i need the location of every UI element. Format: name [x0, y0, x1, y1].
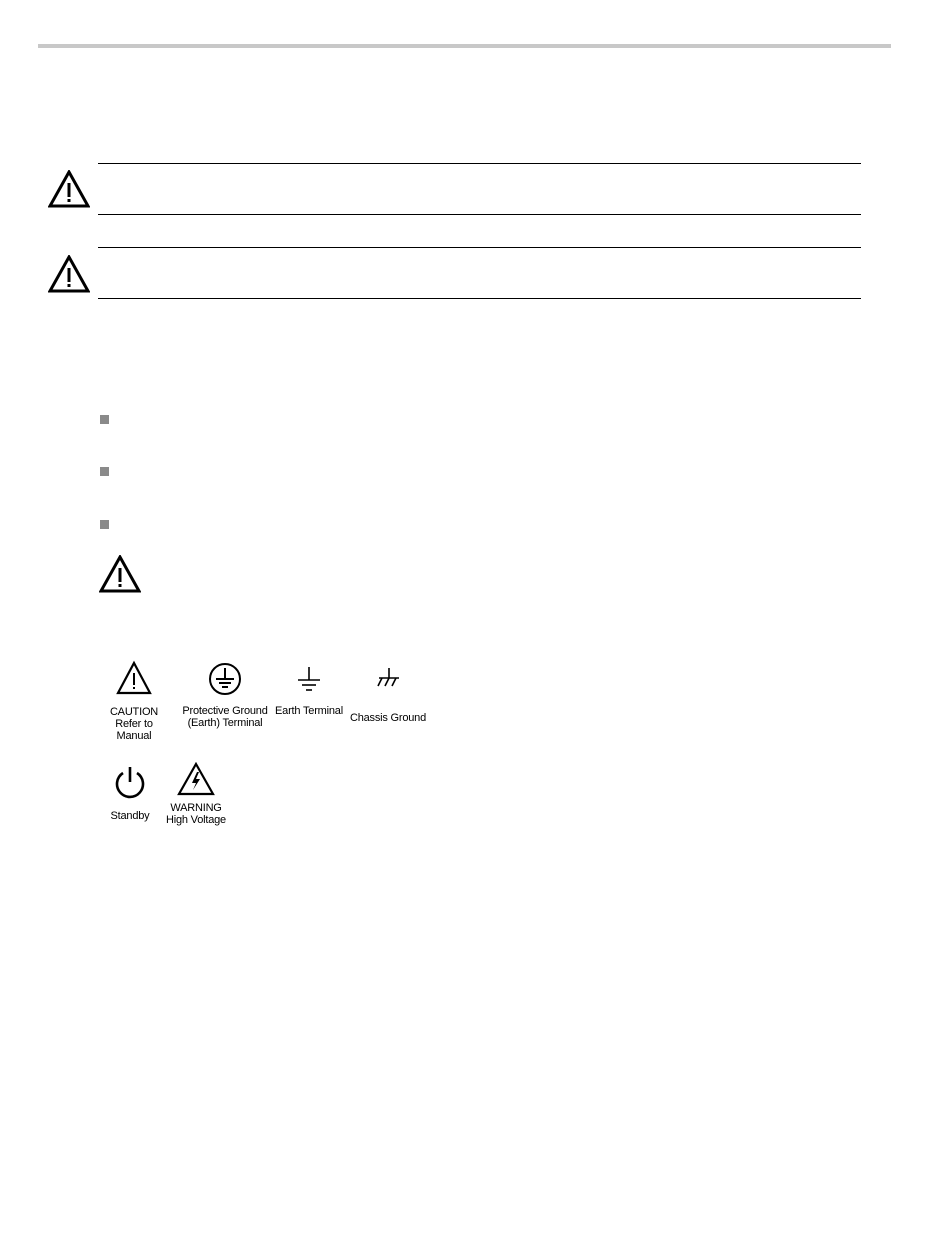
symbol-label-line1: WARNING	[170, 802, 222, 814]
power-standby-icon	[112, 764, 148, 800]
caution-icon	[116, 660, 152, 696]
symbol-label-line1: CAUTION	[109, 706, 159, 718]
warning-icon	[48, 170, 90, 208]
callout-top-rule	[98, 247, 861, 248]
symbol-label-line2: High Voltage	[166, 814, 226, 826]
symbol-label: Standby	[110, 810, 150, 822]
header-rule	[38, 44, 891, 48]
symbol-caution	[104, 660, 164, 742]
symbol-earth-terminal	[272, 664, 346, 717]
bullet-marker	[100, 520, 109, 529]
symbol-standby	[100, 764, 160, 822]
symbol-label-line1: Protective Ground	[182, 705, 268, 717]
symbol-label-line2: Refer to Manual	[115, 718, 153, 742]
symbol-high-voltage	[166, 762, 226, 826]
protective-ground-icon	[208, 662, 242, 696]
caution-icon	[48, 255, 90, 293]
symbol-label-line2: (Earth) Terminal	[187, 717, 263, 729]
bullet-marker	[100, 415, 109, 424]
chassis-ground-icon	[373, 664, 403, 694]
high-voltage-icon	[177, 762, 215, 796]
callout-bottom-rule	[98, 214, 861, 215]
callout-bottom-rule	[98, 298, 861, 299]
symbol-label: Chassis Ground	[349, 712, 427, 724]
earth-ground-icon	[294, 664, 324, 694]
symbol-protective-ground	[180, 662, 270, 729]
bullet-marker	[100, 467, 109, 476]
callout-top-rule	[98, 163, 861, 164]
caution-icon	[99, 555, 141, 593]
symbol-chassis-ground	[348, 664, 428, 724]
symbol-label: Earth Terminal	[275, 705, 343, 717]
